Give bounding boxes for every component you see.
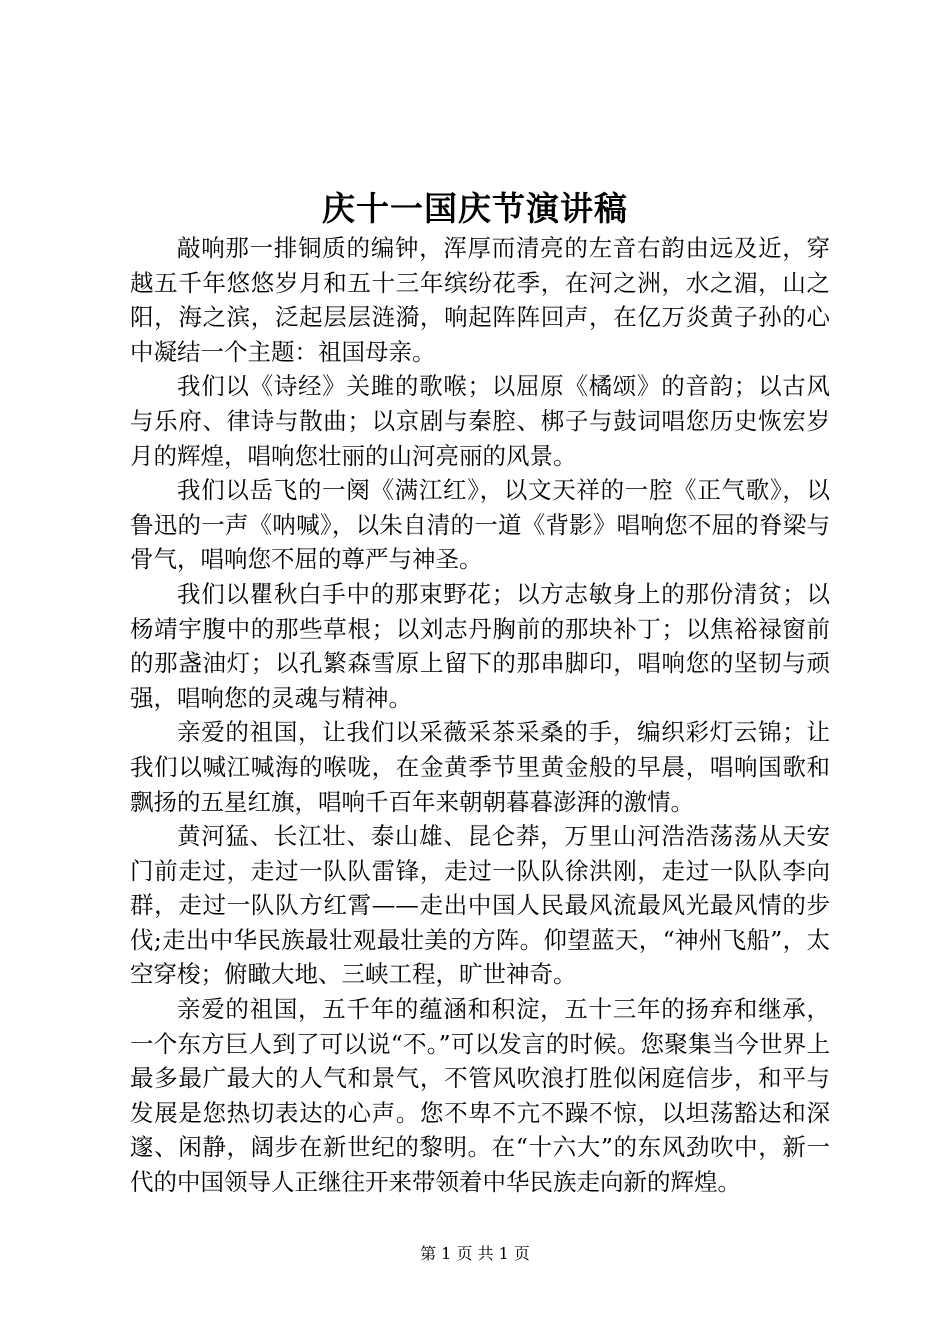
paragraph: 我们以《诗经》关雎的歌喉；以屈原《橘颂》的音韵；以古风与乐府、律诗与散曲；以京剧与秦腔、梆子与鼓词唱您历史恢宏岁月的辉煌，唱响您壮丽的山河亮丽的风景。 [130, 372, 830, 470]
paragraph: 黄河猛、长江壮、泰山雄、昆仑莽，万里山河浩浩荡荡从天安门前走过，走过一队队雷锋，走过一队队徐洪刚，走过一队队李向群，走过一队队方红霄——走出中国人民最风流最风光最风情的步伐;走出中华民族最壮观最壮美的方阵。仰望蓝天，“神州飞船”，太空穿梭；俯瞰大地、三峡工程，旷世神奇。 [130, 822, 830, 989]
page-footer: 第 1 页 共 1 页 [420, 1244, 530, 1263]
paragraph: 我们以瞿秋白手中的那束野花；以方志敏身上的那份清贫；以杨靖宇腹中的那些草根；以刘志丹胸前的那块补丁；以焦裕禄窗前的那盏油灯；以孔繁森雪原上留下的那串脚印，唱响您的坚韧与顽强，唱响您的灵魂与精神。 [130, 579, 830, 712]
document-body [130, 231, 830, 1200]
page-title: 庆十一国庆节演讲稿 [322, 189, 628, 228]
paragraph: 我们以岳飞的一阕《满江红》，以文天祥的一腔《正气歌》，以鲁迅的一声《呐喊》，以朱自清的一道《背影》唱响您不屈的脊梁与骨气，唱响您不屈的尊严与神圣。 [130, 476, 830, 574]
paragraph: 亲爱的祖国，让我们以采薇采茶采桑的手，编织彩灯云锦；让我们以喊江喊海的喉咙，在金黄季节里黄金般的早晨，唱响国歌和飘扬的五星红旗，唱响千百年来朝朝暮暮澎湃的激情。 [130, 718, 830, 816]
paragraph: 亲爱的祖国，五千年的蕴涵和积淀，五十三年的扬弃和继承，一个东方巨人到了可以说“不。”可以发言的时候。您聚集当今世界上最多最广最大的人气和景气，不管风吹浪打胜似闲庭信步，和平与发展是您热切表达的心声。您不卑不亢不躁不惊，以坦荡豁达和深邃、闲静，阔步在新世纪的黎明。在“十六大”的东风劲吹中，新一代的中国领导人正继往开来带领着中华民族走向新的辉煌。 [130, 995, 830, 1197]
paragraph: 敲响那一排铜质的编钟，浑厚而清亮的左音右韵由远及近，穿越五千年悠悠岁月和五十三年缤纷花季，在河之洲，水之湄，山之阳，海之滨，泛起层层涟漪，响起阵阵回声，在亿万炎黄子孙的心中凝结一个主题：祖国母亲。 [130, 234, 830, 366]
